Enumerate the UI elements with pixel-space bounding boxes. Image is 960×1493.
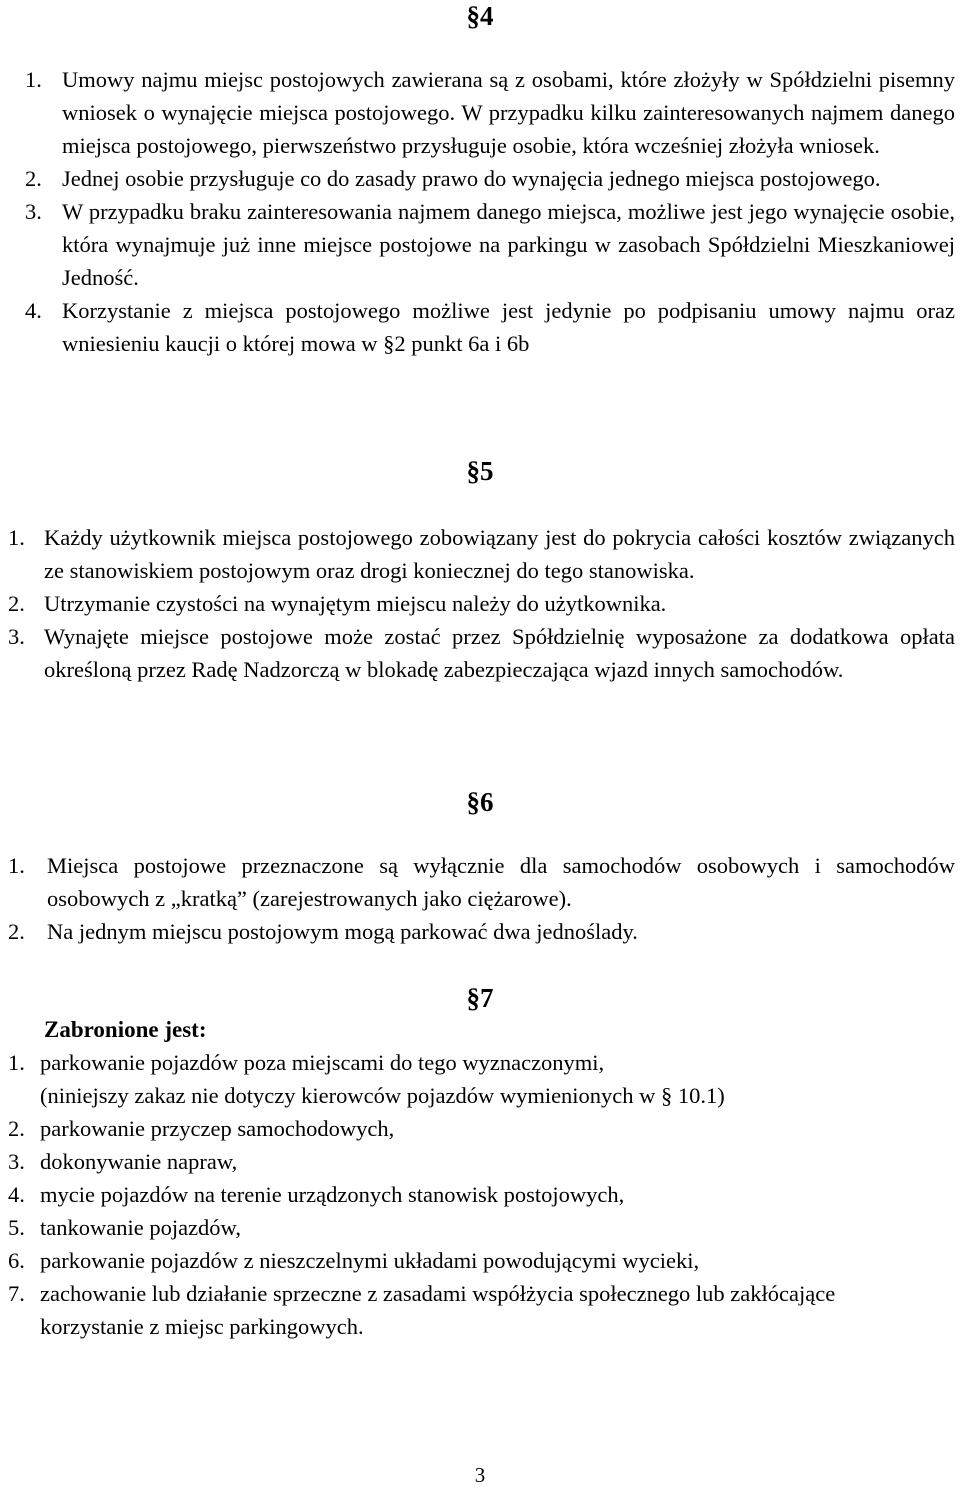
section-6-item-1	[8, 849, 955, 915]
prohibitions-label: Zabronione jest:	[44, 1017, 207, 1042]
item-number: 5.	[8, 1215, 25, 1240]
item-text: dokonywanie napraw,	[40, 1149, 238, 1174]
section-6-heading: §6	[466, 787, 494, 817]
item-number: 4.	[25, 298, 42, 323]
item-number: 2.	[25, 166, 42, 191]
section-4-item-3	[25, 195, 955, 294]
item-number: 1.	[8, 525, 25, 550]
item-text: zachowanie lub działanie sprzeczne z zasadami współżycia społecznego lub zakłócające korzystanie z miejsc parkingowych.	[40, 1281, 836, 1339]
item-text: W przypadku braku zainteresowania najmem danego miejsca, możliwe jest jego wynajęcie osobie, która wynajmuje już inne miejsce postojowe na parkingu w zasobach Spółdzielni Mieszkaniowej Jedność.	[62, 199, 955, 290]
section-7-item-7	[8, 1277, 955, 1343]
item-number: 1.	[8, 853, 25, 878]
section-5-item-3	[8, 620, 955, 686]
section-5-item-1	[8, 521, 955, 587]
section-5-list	[8, 521, 955, 686]
section-4-item-1	[25, 63, 955, 162]
item-number: 3.	[25, 199, 42, 224]
section-5-item-2	[8, 587, 955, 620]
item-number: 6.	[8, 1248, 25, 1273]
section-6-list	[8, 849, 955, 948]
section-7-list	[8, 1046, 955, 1343]
item-text: Utrzymanie czystości na wynajętym miejscu należy do użytkownika.	[44, 591, 667, 616]
item-text: Jednej osobie przysługuje co do zasady prawo do wynajęcia jednego miejsca postojowego.	[62, 166, 881, 191]
item-note: (niniejszy zakaz nie dotyczy kierowców pojazdów wymienionych w § 10.1)	[40, 1083, 725, 1108]
item-text-block	[40, 1046, 955, 1112]
section-4-item-4	[25, 294, 955, 360]
section-7-item-5	[8, 1211, 955, 1244]
item-text: tankowanie pojazdów,	[40, 1215, 241, 1240]
item-text: parkowanie pojazdów poza miejscami do tego wyznaczonymi,	[40, 1050, 605, 1075]
item-text: Każdy użytkownik miejsca postojowego zobowiązany jest do pokrycia całości kosztów związanych ze stanowiskiem postojowym oraz drogi koniecznej do tego stanowiska.	[44, 525, 955, 583]
section-7-heading: §7	[466, 983, 494, 1013]
item-number: 3.	[8, 1149, 25, 1174]
item-text: parkowanie pojazdów z nieszczelnymi układami powodującymi wycieki,	[40, 1248, 700, 1273]
item-text: mycie pojazdów na terenie urządzonych stanowisk postojowych,	[40, 1182, 625, 1207]
section-7-item-6	[8, 1244, 955, 1277]
item-number: 2.	[8, 591, 25, 616]
item-text: parkowanie przyczep samochodowych,	[40, 1116, 395, 1141]
page-number: 3	[474, 1463, 486, 1487]
section-4-list	[25, 63, 955, 360]
item-text: Umowy najmu miejsc postojowych zawierana są z osobami, które złożyły w Spółdzielni pisemny wniosek o wynajęcie miejsca postojowego. W przypadku kilku zainteresowanych najmem danego miejsca postojowego, pierwszeństwo przysługuje osobie, która wcześniej złożyła wniosek.	[62, 67, 955, 158]
item-number: 1.	[25, 67, 42, 92]
item-text: Korzystanie z miejsca postojowego możliwe jest jedynie po podpisaniu umowy najmu oraz wniesieniu kaucji o której mowa w §2 punkt 6a i 6b	[62, 298, 955, 356]
section-6-item-2	[8, 915, 955, 948]
item-number: 1.	[8, 1050, 25, 1075]
section-7-item-2	[8, 1112, 955, 1145]
section-7-item-1	[8, 1046, 955, 1112]
item-number: 4.	[8, 1182, 25, 1207]
item-number: 3.	[8, 624, 25, 649]
item-text: Miejsca postojowe przeznaczone są wyłącznie dla samochodów osobowych i samochodów osobowych z „kratką” (zarejestrowanych jako ciężarowe).	[47, 853, 955, 911]
item-number: 2.	[8, 1116, 25, 1141]
item-text: Na jednym miejscu postojowym mogą parkować dwa jednoślady.	[47, 919, 638, 944]
section-7-item-3	[8, 1145, 955, 1178]
section-7-item-4	[8, 1178, 955, 1211]
item-number: 2.	[8, 919, 25, 944]
section-4-heading: §4	[466, 1, 494, 31]
section-4-item-2	[25, 162, 955, 195]
item-text: Wynajęte miejsce postojowe może zostać przez Spółdzielnię wyposażone za dodatkowa opłata określoną przez Radę Nadzorczą w blokadę zabezpieczająca wjazd innych samochodów.	[44, 624, 955, 682]
section-5-heading: §5	[466, 456, 494, 486]
item-number: 7.	[8, 1281, 25, 1306]
